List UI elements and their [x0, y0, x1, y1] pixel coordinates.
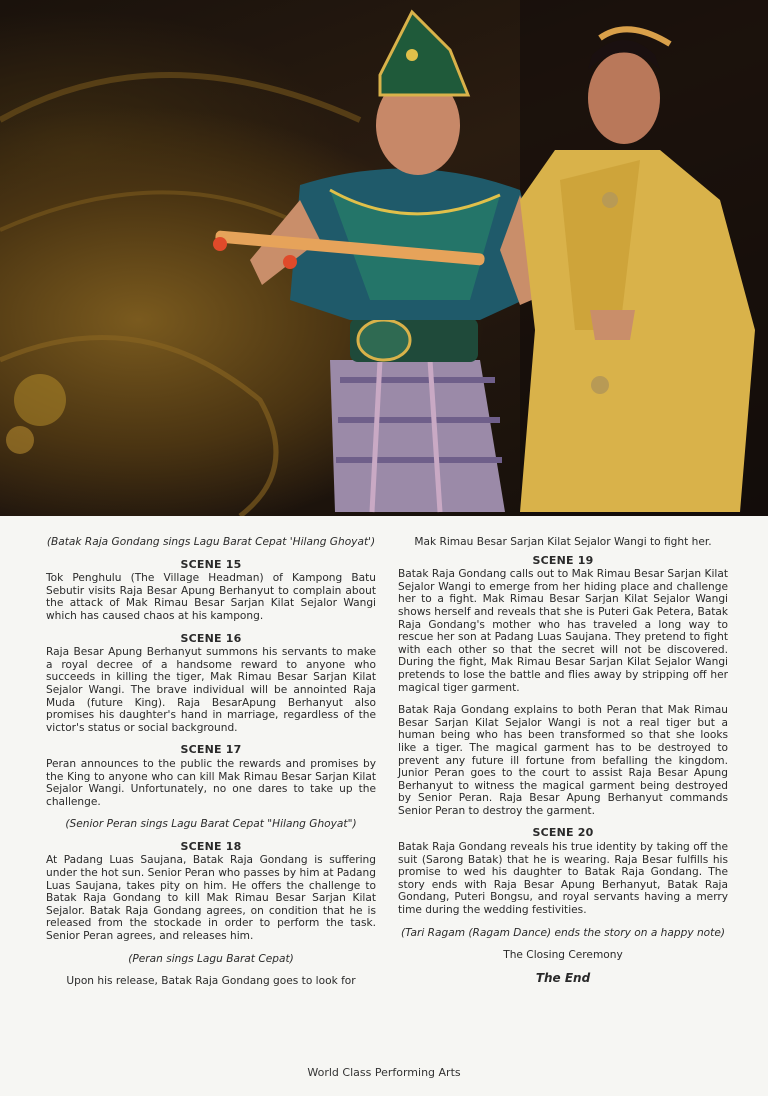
scene-17-title: SCENE 17 [180, 743, 242, 757]
scene-19-title: SCENE 19 [532, 553, 594, 567]
scene-18-title: SCENE 18 [180, 839, 242, 853]
scene-16-text: Raja Besar Apung Berhanyut summons his servants to make a royal decree of a handsome reward to anyone who succeeds in killing the tiger, Mak Rimau Besar Sarjan Kilat Sejalor Wangi. The brave individual will be annointed Raja Muda (future King). Raja BesarApung Berhanyut also promises his daughter's hand in marriage, regardless of the victor's status or social background. [46, 646, 376, 734]
scene-19-text: Batak Raja Gondang calls out to Mak Rimau Besar Sarjan Kilat Sejalor Wangi to emerge from her hiding place and challenge her to a fight. Mak Rimau Besar Sarjan Kilat Sejalor Wangi shows herself and reveals that she is Puteri Gak Petera, Batak Raja Gondang's mother who has traveled a long way to rescue her son at Padang Luas Saujana. They pretend to fight with each other so that the secret will not be discovered. During the fight, Mak Rimau Besar Sarjan Kilat Sejalor Wangi pretends to lose the battle and flies away by stripping off her magical tiger garment. [398, 568, 728, 694]
photo-illustration [0, 0, 768, 516]
scene-17-text: Peran announces to the public the rewards and promises by the King to anyone who can kill Mak Rimau Besar Sarjan Kilat Sejalor Wangi. Unfortunately, no one dares to take up the challenge. [46, 757, 376, 808]
the-end: The End [535, 970, 591, 985]
intro-song: (Batak Raja Gondang sings Lagu Barat Cepat 'Hilang Ghoyat') [46, 536, 376, 548]
scene-16-title: SCENE 16 [180, 631, 242, 645]
left-column [46, 536, 376, 998]
right-column [398, 536, 728, 984]
scene-18-song: (Peran sings Lagu Barat Cepat) [128, 952, 294, 965]
closing-dance: (Tari Ragam (Ragam Dance) ends the story on a happy note) [401, 926, 725, 939]
continuation-text: Mak Rimau Besar Sarjan Kilat Sejalor Wangi to fight her. [414, 536, 712, 548]
scene-15-text: Tok Penghulu (The Village Headman) of Kampong Batu Sebutir visits Raja Besar Apung Berhanyut to complain about the attack of Mak Rimau Besar Sarjan Kilat Sejalor Wangi which has caused chaos at his kampong. [46, 572, 376, 622]
performers-photo [0, 0, 768, 516]
scene-17-song: (Senior Peran sings Lagu Barat Cepat "Hilang Ghoyat") [65, 818, 357, 831]
scene-19-text-2: Batak Raja Gondang explains to both Peran that Mak Rimau Besar Sarjan Kilat Sejalor Wangi is not a real tiger but a human being who has been transformed so that she looks like a tiger. The magical garment has to be destroyed to prevent any future ill fortune from befalling the kingdom. Junior Peran goes to the court to assist Raja Besar Apung Berhanyut to witness the magical garment being destroyed by Senior Peran. Raja Besar Apung Berhanyut commands Senior Peran to destroy the garment. [398, 704, 728, 817]
scene-20-title: SCENE 20 [532, 826, 594, 840]
scene-15-title: SCENE 15 [180, 557, 242, 571]
closing-ceremony: The Closing Ceremony [503, 949, 623, 962]
scene-20-text: Batak Raja Gondang reveals his true identity by taking off the suit (Sarong Batak) that he is wearing. Raja Besar fulfills his promise to wed his daughter to Batak Raja Gondang. The story ends with Raja Besar Apung Berhanyut, Batak Raja Gondang, Puteri Bongsu, and royal servants having a merry time during the wedding festivities. [398, 841, 728, 917]
scene-18-text: At Padang Luas Saujana, Batak Raja Gondang is suffering under the hot sun. Senior Peran who passes by him at Padang Luas Saujana, takes pity on him. He offers the challenge to Batak Raja Gondang to kill Mak Rimau Besar Sarjan Kilat Sejalor. Batak Raja Gondang agrees, on condition that he is released from the stockade in order to perform the task. Senior Peran agrees, and releases him. [46, 854, 376, 943]
scene-18-continuation: Upon his release, Batak Raja Gondang goes to look for [66, 975, 356, 988]
footer-text: World Class Performing Arts [307, 1066, 461, 1079]
